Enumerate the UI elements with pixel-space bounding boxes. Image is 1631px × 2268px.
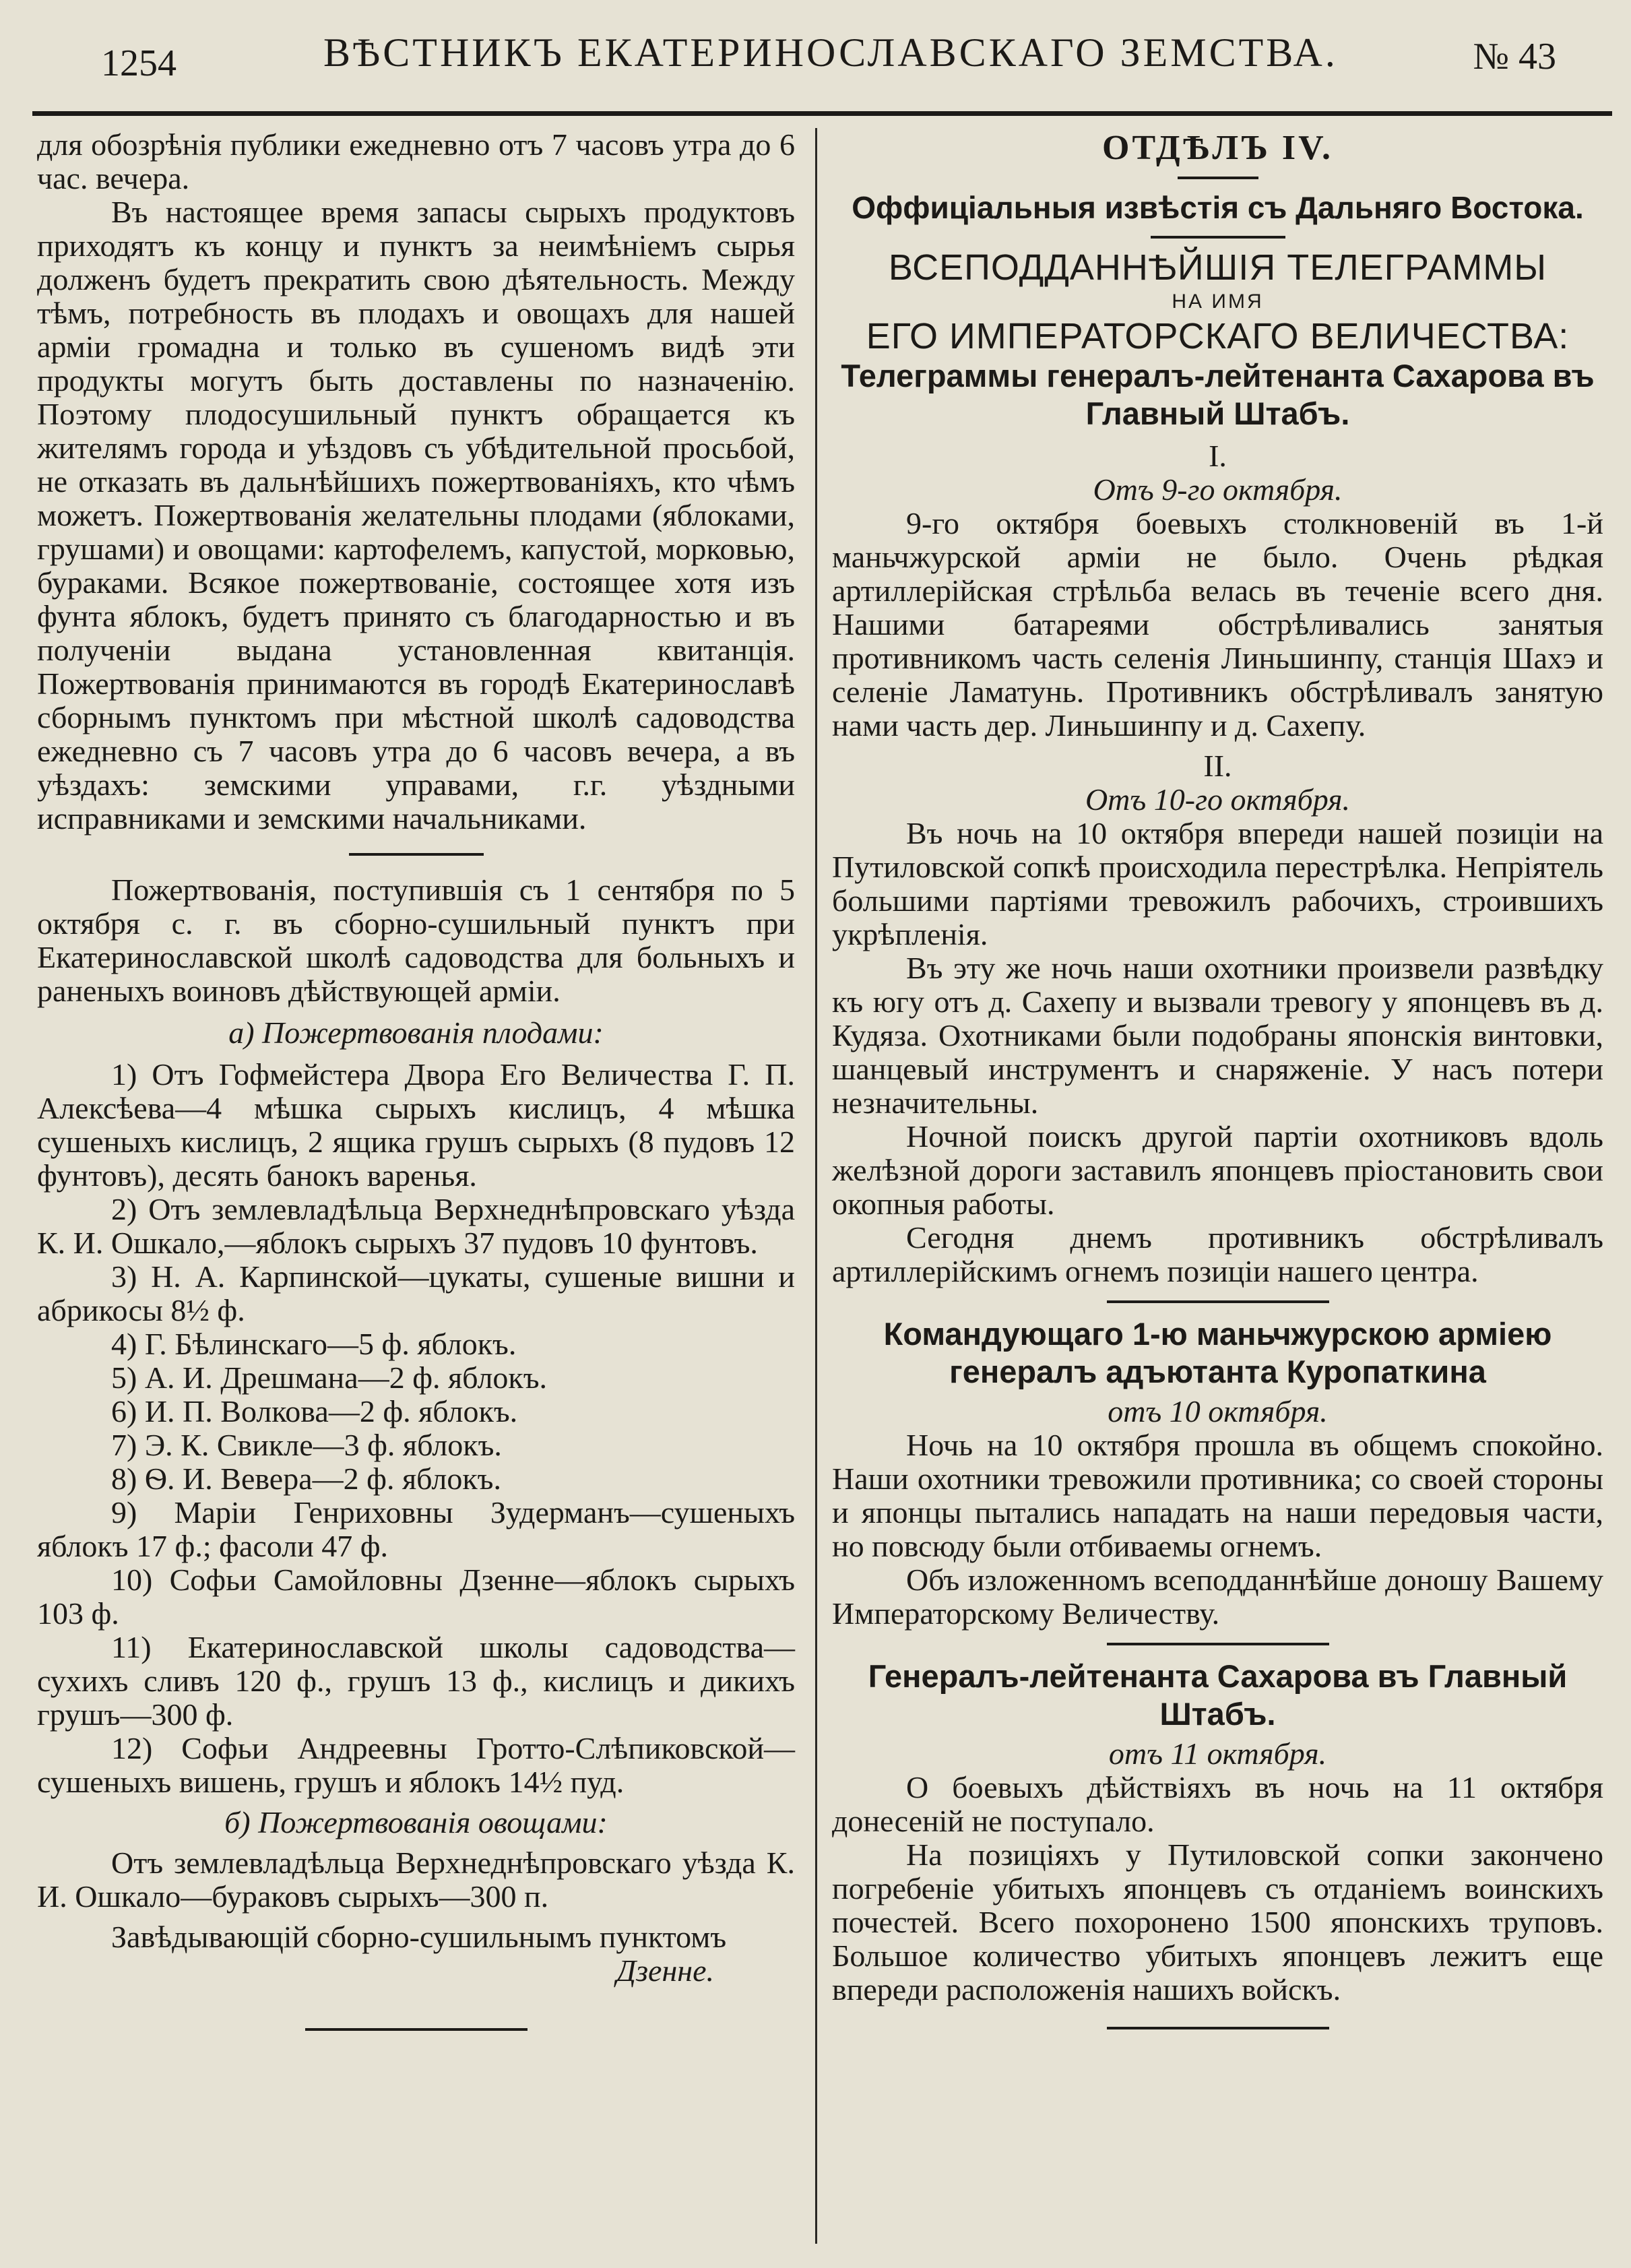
manager-title: Завѣдывающій сборно-сушильнымъ пунктомъ (111, 1920, 727, 1954)
telegrams-emperor: ЕГО ИМПЕРАТОРСКАГО ВЕЛИЧЕСТВА: (866, 316, 1570, 356)
column-divider (815, 128, 817, 2244)
fruit-item: 3) Н. А. Карпинской—цукаты, сушеные вишни и абрикосы 8½ ф. (37, 1259, 795, 1327)
fruit-item: 4) Г. Бѣлинскаго—5 ф. яблокъ. (111, 1327, 517, 1361)
sakharov-heading: Телеграммы генералъ-лейтенанта Сахарова въ Главный Штабъ. (841, 358, 1595, 431)
donations-intro: Пожертвованія, поступившія съ 1 сентября по 5 октября с. г. въ сборно-сушильный пунктъ при Екатеринославской школѣ садоводства для больныхъ и раненыхъ воиновъ дѣйствующей арміи. (37, 873, 795, 1008)
appeal-paragraph: Въ настоящее время запасы сырыхъ продуктовъ приходятъ къ концу и пунктъ за неимѣніемъ сырья долженъ будетъ прекратить свою дѣятельность. Между тѣмъ, потребность въ плодахъ и овощахъ для нашей арміи громадна и только въ сушеномъ видѣ эти продукты могутъ быть доставлены по назначенію. Поэтому плодосушильный пунктъ обращается къ жителямъ города и уѣздовъ съ убѣдительной просьбой, не отказать въ дальнѣйшихъ пожертвованіяхъ, кто чѣмъ можетъ. Пожертвованія желательны плодами (яблоками, грушами) и овощами: картофелемъ, капустой, морковью, бураками. Всякое пожертвованіе, состоящее хотя изъ фунта яблокъ, будетъ принято съ благодарностью и въ полученіи выдана установленная квитанція. Пожертвованія принимаются въ городѣ Екатеринославѣ сборнымъ пунктомъ при мѣстной школѣ садоводства ежедневно съ 7 часовъ утра до 6 часовъ вечера, а въ уѣздахъ: земскими управами, г.г. уѣздными исправниками и земскими начальниками. (37, 195, 795, 836)
vegetable-heading: б) Пожертвованія овощами: (224, 1805, 608, 1839)
fruit-heading: а) Пожертвованія плодами: (228, 1015, 604, 1050)
telegram-2-paragraph: Въ ночь на 10 октября впереди нашей позиціи на Путиловской сопкѣ происходила перестрѣлка. Непріятель большими партіями тревожилъ рабочихъ, строившихъ укрѣпленія. (832, 816, 1603, 951)
telegram-2-paragraph: Сегодня днемъ противникъ обстрѣливалъ артиллерійскимъ огнемъ позиціи нашего центра. (832, 1220, 1603, 1288)
page-number: 1254 (101, 42, 177, 84)
fruit-item: 1) Отъ Гофмейстера Двора Его Величества Г. П. Алексѣева—4 мѣшка сырыхъ кислицъ, 4 мѣшка сушеныхъ кислицъ, 2 ящика грушъ сырыхъ (8 пудовъ 12 фунтовъ), десять банокъ варенья. (37, 1057, 795, 1193)
telegram-1-text: 9-го октября боевыхъ столкновеній въ 1-й маньчжурской арміи не было. Очень рѣдкая артиллерійская стрѣльба велась въ теченіе всего дня. Нашими батареями обстрѣливались занятыя противникомъ часть селенія Линьшинпу, станція Шахэ и селеніе Ламатунь. Противникъ обстрѣливалъ занятую нами часть дер. Линьшинпу и д. Сахепу. (832, 506, 1603, 743)
separator (1151, 236, 1285, 239)
telegram-2-paragraph: Въ эту же ночь наши охотники произвели развѣдку къ югу отъ д. Сахепу и вызвали тревогу у японцевъ въ д. Кудяза. Охотниками были подобраны японскія винтовки, шанцевый инструментъ и снаряженіе. У насъ потери незначительны. (832, 951, 1603, 1120)
fruit-item: 2) Отъ землевладѣльца Верхнеднѣпровскаго уѣзда К. И. Ошкало,—яблокъ сырыхъ 37 пудовъ 10 фунтовъ. (37, 1192, 795, 1260)
sakharov-2-heading: Генералъ-лейтенанта Сахарова въ Главный Штабъ. (868, 1658, 1568, 1732)
telegram-2-number: II. (1203, 749, 1232, 783)
separator (349, 853, 484, 856)
right-column (832, 128, 1603, 2038)
separator (1178, 177, 1258, 179)
fruit-item: 12) Софьи Андреевны Гротто-Слѣпиковской—сушеныхъ вишень, грушъ и яблокъ 14½ пуд. (37, 1731, 795, 1799)
fruit-item: 5) А. И. Дрешмана—2 ф. яблокъ. (111, 1360, 548, 1395)
separator (1107, 1300, 1329, 1303)
kuropatkin-date: отъ 10 октября. (1108, 1394, 1328, 1428)
signature: Дзенне. (616, 1953, 714, 1988)
official-news-heading: Оффиціальныя извѣстія съ Дальняго Востока. (852, 190, 1584, 225)
fruit-item: 9) Маріи Генриховны Зудерманъ—сушеныхъ яблокъ 17 ф.; фасоли 47 ф. (37, 1495, 795, 1563)
fruit-item: 6) И. П. Волкова—2 ф. яблокъ. (111, 1394, 518, 1428)
page-header (101, 23, 1556, 97)
fruit-item: 11) Екатеринославской школы садоводства—сухихъ сливъ 120 ф., грушъ 13 ф., кислицъ и дикихъ грушъ—300 ф. (37, 1630, 795, 1732)
left-column (37, 128, 795, 2039)
telegram-2-paragraph: Ночной поискъ другой партіи охотниковъ вдоль желѣзной дороги заставилъ японцевъ пріостановить свои окопныя работы. (832, 1119, 1603, 1221)
vegetable-item: Отъ землевладѣльца Верхнеднѣпровскаго уѣзда К. И. Ошкало—бураковъ сырыхъ—300 п. (37, 1846, 795, 1914)
end-separator (1107, 2027, 1329, 2029)
telegram-2-date: Отъ 10-го октября. (1085, 782, 1351, 817)
journal-title: ВѢСТНИКЪ ЕКАТЕРИНОСЛАВСКАГО ЗЕМСТВА. (323, 30, 1338, 75)
telegrams-on: НА ИМЯ (1172, 290, 1264, 313)
telegram-1-number: I. (1209, 439, 1227, 473)
telegram-1-date: Отъ 9-го октября. (1093, 472, 1343, 507)
kuropatkin-paragraph: Ночь на 10 октября прошла въ общемъ спокойно. Наши охотники тревожили противника; со своей стороны и японцы пытались нападать на наши передовыя части, но повсюду были отбиваемы огнемъ. (832, 1428, 1603, 1563)
section-title: ОТДѢЛЪ IV. (1102, 129, 1333, 167)
telegrams-title: ВСЕПОДДАННѢЙШІЯ ТЕЛЕГРАММЫ (888, 247, 1547, 288)
fruit-item: 8) Ѳ. И. Вевера—2 ф. яблокъ. (111, 1461, 501, 1496)
issue-number: № 43 (1473, 36, 1556, 77)
header-rule (32, 111, 1612, 116)
fruit-item: 7) Э. К. Свикле—3 ф. яблокъ. (111, 1428, 502, 1462)
sakharov-2-paragraph: О боевыхъ дѣйствіяхъ въ ночь на 11 октября донесеній не поступало. (832, 1770, 1603, 1838)
kuropatkin-heading: Командующаго 1-ю маньчжурскою арміею генералъ адъютанта Куропаткина (883, 1316, 1552, 1389)
sakharov-2-paragraph: На позиціяхъ у Путиловской сопки закончено погребеніе убитыхъ японцевъ съ отданіемъ воинскихъ почестей. Всего похоронено 1500 японскихъ труповъ. Большое количество убитыхъ японцевъ лежитъ еще впереди расположенія нашихъ войскъ. (832, 1837, 1603, 2007)
sakharov-2-date: отъ 11 октября. (1108, 1736, 1327, 1771)
intro-paragraph: для обозрѣнія публики ежедневно отъ 7 часовъ утра до 6 час. вечера. (37, 127, 795, 195)
end-separator (305, 2028, 527, 2031)
fruit-item: 10) Софьи Самойловны Дзенне—яблокъ сырыхъ 103 ф. (37, 1563, 795, 1631)
separator (1107, 1643, 1329, 1645)
kuropatkin-paragraph: Объ изложенномъ всеподданнѣйше доношу Вашему Императорскому Величеству. (832, 1563, 1603, 1631)
